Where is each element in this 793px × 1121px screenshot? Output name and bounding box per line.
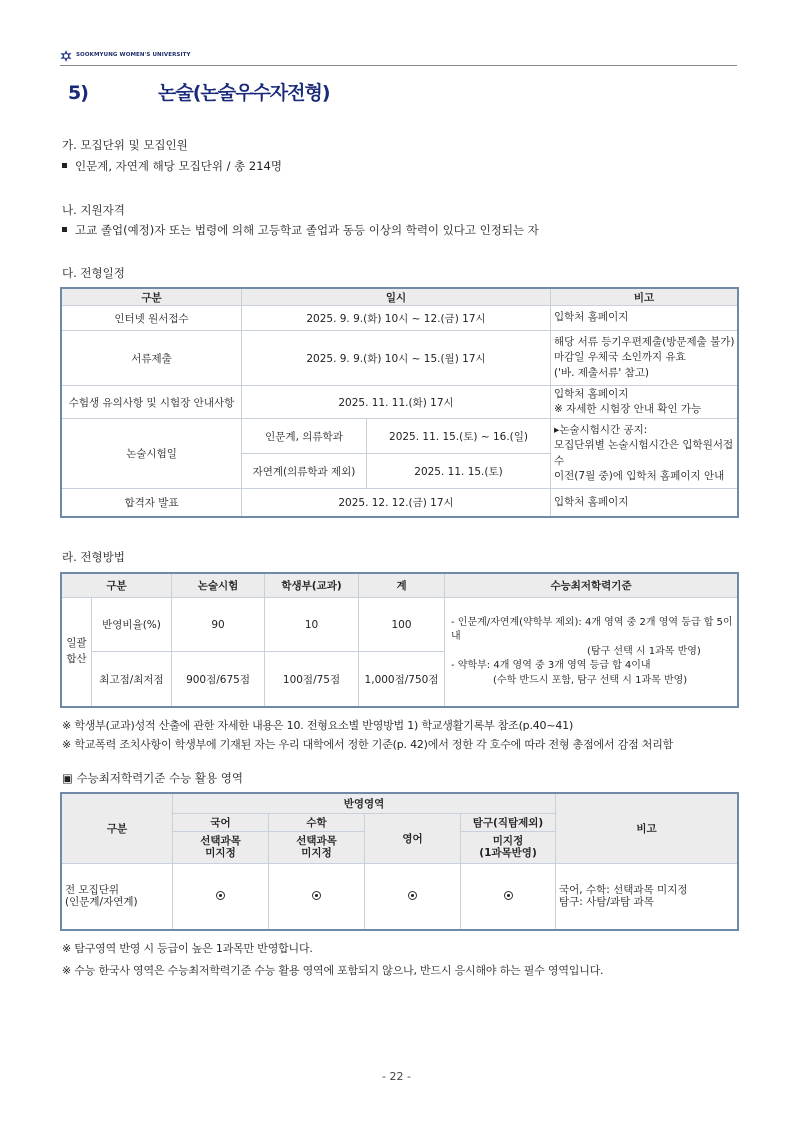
header-criteria: 수능최저학력기준: [445, 574, 738, 598]
row-date: 2025. 11. 15.(토): [367, 454, 551, 489]
header-english: 영어: [365, 814, 461, 864]
selected-circle-icon: [312, 891, 321, 900]
section-heading-da: 다. 전형일정: [62, 266, 125, 280]
row-date: 2025. 9. 9.(화) 10시 ~ 15.(월) 17시: [242, 331, 551, 386]
row-category: 합격자 발표: [62, 489, 242, 517]
table-row: [62, 489, 738, 517]
bullet-square-icon: [62, 163, 67, 168]
row-note: [556, 864, 738, 930]
title-text: 논술(논술우수자전형): [158, 82, 330, 104]
detail-line: 선택과목: [200, 834, 241, 847]
row-category: 서류제출: [62, 331, 242, 386]
university-name: SOOKMYUNG WOMEN'S UNIVERSITY: [76, 52, 191, 58]
method-table: [61, 573, 738, 707]
schedule-table: [61, 288, 738, 517]
row-record: 100점/75점: [265, 652, 359, 707]
bullet-text: 고교 졸업(예정)자 또는 법령에 의해 고등학교 졸업과 동등 이상의 학력이 있다고 인정되는 자: [75, 223, 539, 237]
method-note-2: ※ 학교폭력 조치사항이 학생부에 기재된 자는 우리 대학에서 정한 기준(p. 42)에서 정한 각 호수에 따라 전형 총점에서 감점 처리함: [62, 738, 674, 751]
inquiry-detail: [461, 832, 556, 864]
row-note: 입학처 홈페이지: [551, 306, 738, 331]
note-line: 입학처 홈페이지: [554, 387, 629, 400]
row-essay: 90: [172, 598, 265, 652]
row-category: 논술시험일: [62, 419, 242, 489]
suneung-note-1: ※ 탐구영역 반영 시 등급이 높은 1과목만 반영합니다.: [62, 942, 313, 955]
note-line: ▸논술시험시간 공지:: [554, 424, 648, 437]
row-note: [551, 331, 738, 386]
detail-line: 미지정: [301, 846, 332, 859]
bullet-text: 인문계, 자연계 해당 모집단위 / 총 214명: [75, 159, 282, 173]
page-title: [68, 78, 330, 105]
row-label: 최고점/최저점: [92, 652, 172, 707]
selected-circle-icon: [504, 891, 513, 900]
bullet-na: [62, 222, 539, 238]
row-record: 10: [265, 598, 359, 652]
table-row: [62, 864, 738, 930]
header-math: 수학: [269, 814, 365, 832]
table-row: [62, 598, 738, 652]
university-logo-icon: [60, 50, 72, 62]
math-detail: [269, 832, 365, 864]
note-line: ※ 자세한 시험장 안내 확인 가능: [554, 403, 702, 415]
row-category: 인터넷 원서접수: [62, 306, 242, 331]
note-line: 모집단위별 논술시험시간은 입학원서접수: [554, 439, 734, 467]
row-date: 2025. 12. 12.(금) 17시: [242, 489, 551, 517]
mark-math: [269, 864, 365, 930]
header-category: 구분: [62, 794, 173, 864]
criteria-line: - 인문계/자연계(약학부 제외): 4개 영역 중 2개 영역 등급 합 5이내: [451, 616, 733, 643]
criteria-line: (탐구 선택 시 1과목 반영): [587, 645, 701, 657]
section-heading-na: 나. 지원자격: [62, 203, 125, 217]
row-date: 2025. 11. 11.(화) 17시: [242, 386, 551, 419]
detail-line: 미지정: [205, 846, 236, 859]
row-note: [551, 386, 738, 419]
section-heading-suneung: ▣ 수능최저학력기준 수능 활용 영역: [62, 771, 244, 785]
row-category: 수험생 유의사항 및 시험장 안내사항: [62, 386, 242, 419]
row-date: 2025. 11. 15.(토) ~ 16.(일): [367, 419, 551, 454]
header-essay: 논술시험: [172, 574, 265, 598]
header-category: 구분: [62, 574, 172, 598]
table-row: [62, 419, 738, 454]
note-line: 마감일 우체국 소인까지 유효: [554, 351, 686, 364]
header-total: 계: [359, 574, 445, 598]
page-number: - 22 -: [382, 1070, 411, 1083]
group-label-line: 합산: [66, 653, 87, 665]
korean-detail: [173, 832, 269, 864]
label-line: 전 모집단위: [65, 883, 120, 896]
criteria-line: - 약학부: 4개 영역 중 3개 영역 등급 합 4이내: [451, 660, 651, 672]
group-label-line: 일괄: [66, 637, 87, 650]
suneung-note-2: ※ 수능 한국사 영역은 수능최저학력기준 수능 활용 영역에 포함되지 않으나, 반드시 응시해야 하는 필수 영역입니다.: [62, 964, 604, 977]
row-total: 100: [359, 598, 445, 652]
header-category: 구분: [62, 289, 242, 306]
header-note: 비고: [551, 289, 738, 306]
bullet-square-icon: [62, 227, 67, 232]
row-note: [551, 419, 738, 489]
mark-english: [365, 864, 461, 930]
row-date: 2025. 9. 9.(화) 10시 ~ 12.(금) 17시: [242, 306, 551, 331]
mark-korean: [173, 864, 269, 930]
row-label: [62, 864, 173, 930]
row-note: 입학처 홈페이지: [551, 489, 738, 517]
detail-line: 미지정: [492, 834, 524, 847]
row-subgroup: 인문계, 의류학과: [242, 419, 367, 454]
label-line: (인문계/자연계): [65, 895, 138, 908]
title-number: 5): [68, 82, 88, 104]
note-line: 탐구: 사탐/과탐 과목: [559, 895, 654, 908]
criteria-cell: [445, 598, 738, 707]
table-row: [62, 386, 738, 419]
mark-inquiry: [461, 864, 556, 930]
section-heading-ga: 가. 모집단위 및 모집인원: [62, 138, 188, 152]
selected-circle-icon: [408, 891, 417, 900]
method-note-1: ※ 학생부(교과)성적 산출에 관한 자세한 내용은 10. 전형요소별 반영방법 1) 학교생활기록부 참조(p.40~41): [62, 719, 574, 732]
page-header: [60, 50, 737, 66]
section-heading-ra: 라. 전형방법: [62, 550, 125, 564]
note-line: 이전(7월 중)에 입학처 홈페이지 안내: [554, 469, 725, 482]
note-line: ('바. 제출서류' 참고): [554, 366, 649, 379]
row-subgroup: 자연계(의류학과 제외): [242, 454, 367, 489]
note-line: 해당 서류 등기우편제출(방문제출 불가): [554, 336, 735, 349]
header-note: 비고: [556, 794, 738, 864]
row-essay: 900점/675점: [172, 652, 265, 707]
detail-line: (1과목반영): [479, 846, 537, 859]
header-record: 학생부(교과): [265, 574, 359, 598]
header-group: 반영영역: [173, 794, 556, 814]
row-label: 반영비율(%): [92, 598, 172, 652]
detail-line: 선택과목: [296, 834, 337, 847]
selected-circle-icon: [216, 891, 225, 900]
table-row: [62, 331, 738, 386]
header-korean: 국어: [173, 814, 269, 832]
group-label: [62, 598, 92, 707]
row-total: 1,000점/750점: [359, 652, 445, 707]
header-inquiry: 탐구(직탐제외): [461, 814, 556, 832]
criteria-line: (수학 반드시 포함, 탐구 선택 시 1과목 반영): [493, 674, 688, 686]
header-date: 일시: [242, 289, 551, 306]
table-row: [62, 306, 738, 331]
bullet-ga: [62, 158, 282, 174]
note-line: 국어, 수학: 선택과목 미지정: [559, 883, 688, 896]
suneung-table: [61, 793, 738, 930]
